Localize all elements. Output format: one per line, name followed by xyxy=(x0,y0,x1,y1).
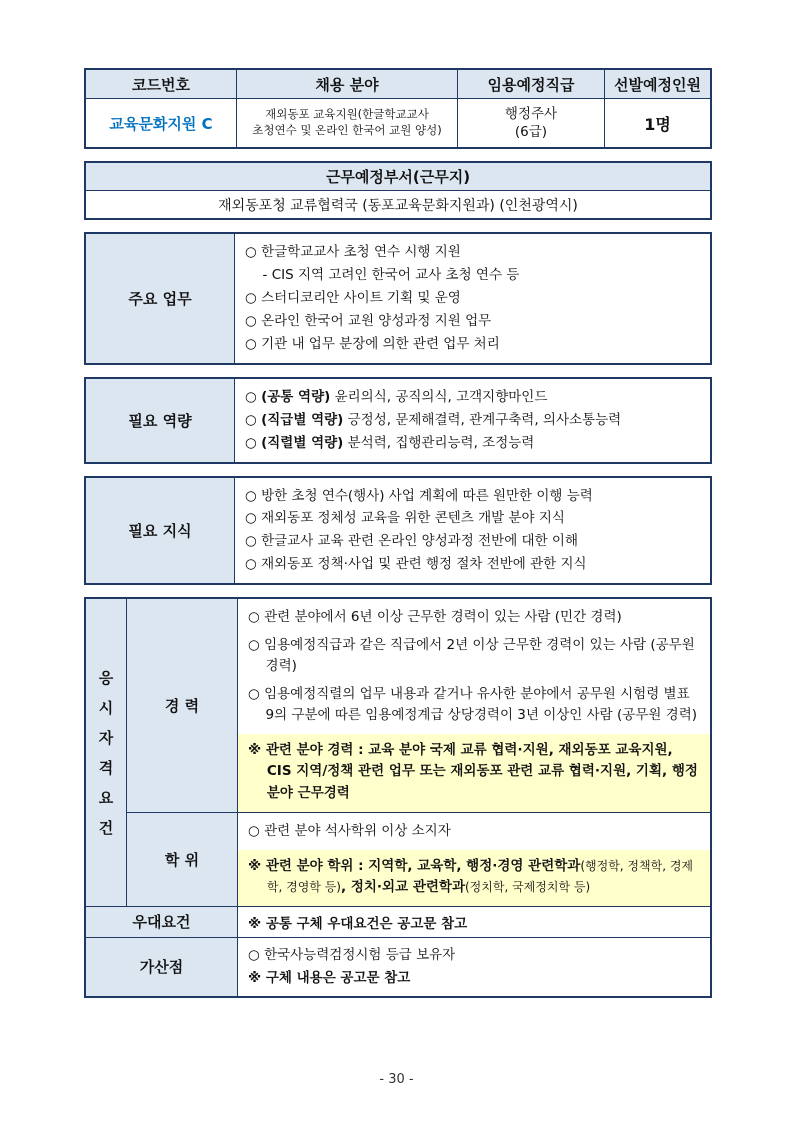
competency-category: (직렬별 역량) xyxy=(261,434,344,451)
department-header: 근무예정부서(근무지) xyxy=(86,163,710,190)
degree-items xyxy=(238,813,710,850)
bullet: ○ xyxy=(245,388,262,405)
duty-item: ○ 한글학교교사 초청 연수 시행 지원 xyxy=(245,244,461,260)
competency-text: 분석력, 집행관리능력, 조정능력 xyxy=(343,434,535,451)
knowledge-item: ○ 한글교사 교육 관련 온라인 양성과정 전반에 대한 이해 xyxy=(245,533,579,550)
recruit-field-line1: 재외동포 교육지원(한글학교교사 xyxy=(265,107,429,122)
vlabel-char: 격 xyxy=(98,759,114,777)
code-number-header: 코드번호 xyxy=(86,70,236,98)
main-duties-label: 주요 업무 xyxy=(86,234,234,363)
bonus-line1: ○ 한국사능력검정시험 등급 보유자 xyxy=(248,946,456,963)
recruit-field-line2: 초청연수 및 온라인 한국어 교원 양성) xyxy=(252,123,442,137)
vlabel-char: 요 xyxy=(98,789,114,807)
grade-line2: (6급) xyxy=(514,124,548,140)
recruit-field-header: 채용 분야 xyxy=(237,70,457,98)
recruit-field-value xyxy=(237,99,457,147)
degree-note-text xyxy=(248,856,700,899)
degree-label: 학 위 xyxy=(127,813,237,906)
career-content xyxy=(238,599,710,811)
headcount-header: 선발예정인원 xyxy=(605,70,710,98)
competencies-table xyxy=(84,377,712,464)
main-duties-table xyxy=(84,232,712,365)
page-number: - 30 - xyxy=(379,1072,414,1087)
bonus-line2: ※ 구체 내용은 공고문 참고 xyxy=(248,969,411,986)
competency-text: 윤리의식, 공직의식, 고객지향마인드 xyxy=(330,388,548,405)
bonus-label: 가산점 xyxy=(86,938,237,996)
duty-item: ○ 온라인 한국어 교원 양성과정 지원 업무 xyxy=(245,312,492,329)
preference-label: 우대요건 xyxy=(86,907,237,937)
grade-header: 임용예정직급 xyxy=(458,70,604,98)
career-note-text: ※ 관련 분야 경력 : 교육 분야 국제 교류 협력·지원, 재외동포 교육지원, CIS 지역/정책 관련 업무 또는 재외동포 관련 교류 협력·지원, 기획, 행정 분야 근무경력 xyxy=(248,741,698,802)
degree-item: ○ 관련 분야 석사학위 이상 소지자 xyxy=(248,822,451,839)
career-item: ○ 임용예정직렬의 업무 내용과 같거나 유사한 분야에서 공무원 시험령 별표 9의 구분에 따른 임용예정계급 상당경력이 3년 이상인 사람 (공무원 경력) xyxy=(248,686,698,723)
competency-category: (공통 역량) xyxy=(261,388,331,405)
main-duties-list xyxy=(235,234,710,363)
career-item: ○ 관련 분야에서 6년 이상 근무한 경력이 있는 사람 (민간 경력) xyxy=(248,609,622,626)
degree-note-main2: 정치·외교 관련학과 xyxy=(350,879,465,896)
career-item: ○ 임용예정직급과 같은 직급에서 2년 이상 근무한 경력이 있는 사람 (공무원 경력) xyxy=(248,637,695,675)
duty-item: ○ 스터디코리안 사이트 기획 및 운영 xyxy=(245,289,461,306)
degree-note-detail2: (정치학, 국제정치학 등) xyxy=(464,880,591,895)
department-value: 재외동포청 교류협력국 (동포교육문화지원과) (인천광역시) xyxy=(86,191,710,218)
degree-note-comma: , xyxy=(340,879,351,896)
qualifications-table xyxy=(84,597,712,997)
degree-note-highlight xyxy=(238,850,710,906)
bullet: ○ xyxy=(245,434,262,451)
competencies-label: 필요 역량 xyxy=(86,379,234,462)
position-summary-table xyxy=(84,68,712,149)
competency-text: 긍정성, 문제해결력, 관계구축력, 의사소통능력 xyxy=(343,411,622,428)
grade-value xyxy=(458,99,604,147)
duty-subitem: - CIS 지역 고려인 한국어 교사 초청 연수 등 xyxy=(262,266,520,283)
degree-note-detail: (행정학, 정책학, 경제학, 경영학 등) xyxy=(266,858,694,895)
bullet: ○ xyxy=(245,411,262,428)
knowledge-table xyxy=(84,476,712,586)
bonus-content xyxy=(238,938,710,996)
document-body xyxy=(84,68,712,1010)
vlabel-char: 시 xyxy=(98,699,114,717)
knowledge-list xyxy=(235,478,710,584)
knowledge-item: ○ 방한 초청 연수(행사) 사업 계획에 따른 원만한 이행 능력 xyxy=(245,487,593,504)
career-note-highlight xyxy=(238,734,710,812)
competency-item xyxy=(245,386,700,409)
competencies-list xyxy=(235,379,710,462)
career-label: 경 력 xyxy=(127,599,237,811)
degree-content xyxy=(238,813,710,906)
grade-line1: 행정주사 xyxy=(504,105,558,122)
competency-category: (직급별 역량) xyxy=(261,411,344,428)
headcount-value: 1명 xyxy=(605,99,710,147)
vlabel-char: 응 xyxy=(98,669,114,687)
code-number-value: 교육문화지원 C xyxy=(86,99,236,147)
duty-item: ○ 기관 내 업무 분장에 의한 관련 업무 처리 xyxy=(245,335,500,352)
knowledge-item: ○ 재외동포 정체성 교육을 위한 콘텐츠 개발 분야 지식 xyxy=(245,510,565,527)
vlabel-char: 건 xyxy=(98,819,114,837)
department-table xyxy=(84,161,712,220)
qualifications-vertical-label xyxy=(86,599,126,906)
degree-note-main: ※ 관련 분야 학위 : 지역학, 교육학, 행정·경영 관련학과 xyxy=(248,857,581,874)
competency-item xyxy=(245,432,700,455)
preference-text: ※ 공통 구체 우대요건은 공고문 참고 xyxy=(238,907,710,937)
knowledge-item: ○ 재외동포 정책·사업 및 관련 행정 절차 전반에 관한 지식 xyxy=(245,556,587,573)
competency-item xyxy=(245,409,700,432)
bonus-body xyxy=(238,938,710,996)
career-items xyxy=(238,599,710,734)
vlabel-char: 자 xyxy=(98,729,114,747)
knowledge-label: 필요 지식 xyxy=(86,478,234,584)
